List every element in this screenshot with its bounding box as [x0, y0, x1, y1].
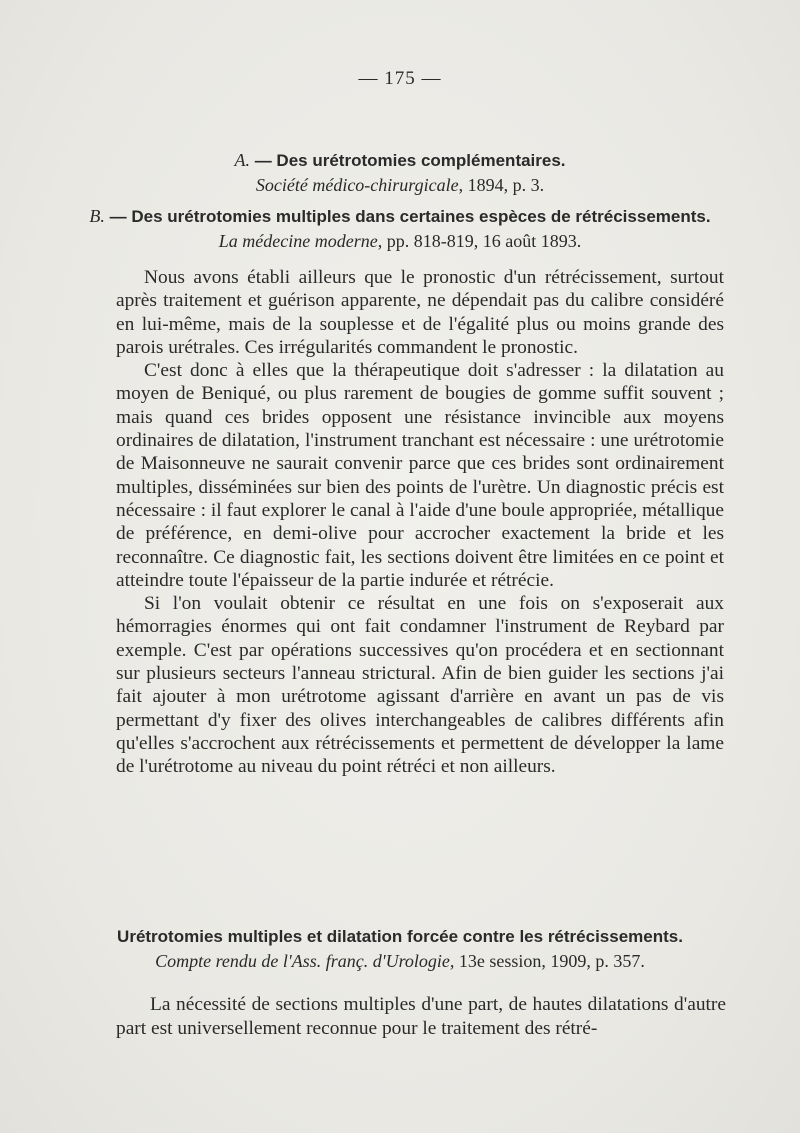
reference-b-title	[0, 204, 800, 229]
reference-c	[0, 925, 800, 973]
reference-a-citation: , 1894, p. 3.	[458, 175, 545, 195]
reference-b-journal: La médecine moderne	[218, 231, 378, 251]
reference-c-source	[0, 949, 800, 973]
page-number: — 175 —	[358, 68, 442, 89]
final-text	[116, 993, 726, 1041]
reference-a-source	[0, 173, 800, 197]
reference-a-title	[0, 148, 800, 173]
reference-b-source	[0, 229, 800, 253]
paragraph: La nécessité de sections multiples d'une part, de hautes dilatations d'autre part est universellement reconnue pour le traitement des rétré-	[116, 994, 726, 1039]
reference-c-title: Urétrotomies multiples et dilatation forcée contre les rétrécissements.	[117, 927, 683, 946]
reference-b-letter: B.	[89, 206, 105, 226]
reference-a-letter: A.	[234, 150, 250, 170]
reference-b-citation: , pp. 818-819, 16 août 1893.	[377, 231, 582, 251]
reference-a-title-text: — Des urétrotomies complémentaires.	[254, 151, 566, 170]
paragraph: Nous avons établi ailleurs que le pronostic d'un rétrécissement, surtout après traitement et guérison apparente, ne dépendait pas du calibre considéré en lui-même, mais de la souplesse et de l'égalité plus ou moins grande des parois urétrales. Ces irrégularités commandent le pronostic.	[116, 267, 724, 358]
reference-a-journal: Société médico-chirurgicale	[255, 175, 459, 195]
reference-c-citation: 13e session, 1909, p. 357.	[454, 951, 645, 971]
reference-b-title-text: — Des urétrotomies multiples dans certaines espèces de rétrécissements.	[109, 207, 711, 226]
reference-b	[0, 204, 800, 253]
paragraph: Si l'on voulait obtenir ce résultat en une fois on s'exposerait aux hémorragies énormes qui ont fait condamner l'instrument de Reybard par exemple. C'est par opérations successives qu'on procédera et en sectionnant sur plusieurs secteurs l'anneau strictural. Afin de bien guider les sections j'ai fait ajouter à mon urétrotome agissant d'arrière en avant un pas de vis permettant d'y fixer des olives interchangeables de calibres différents afin qu'elles s'accrochent aux rétrécissements et permettent de développer la lame de l'urétrotome au niveau du point rétréci et non ailleurs.	[116, 593, 724, 778]
paragraph: C'est donc à elles que la thérapeutique doit s'adresser : la dilatation au moyen de Beniqué, ou plus rarement de bougies de gomme suffit souvent ; mais quand ces brides opposent une résistance invincible aux moyens ordinaires de dilatation, l'instrument tranchant est nécessaire : une urétrotomie de Maisonneuve ne saurait convenir parce que ces brides sont ordinairement multiples, disséminées sur bien des points de l'urètre. Un diagnostic précis est nécessaire : il faut explorer le canal à l'aide d'une boule appropriée, métallique de préférence, en demi-olive pour accrocher exactement la bride et les reconnaître. Ce diagnostic fait, les sections doivent être limitées en ce point et atteindre toute l'épaisseur de la partie indurée et rétrécie.	[116, 360, 724, 591]
reference-c-journal: Compte rendu de l'Ass. franç. d'Urologie,	[155, 951, 455, 971]
body-text	[116, 266, 724, 779]
reference-a	[0, 148, 800, 197]
